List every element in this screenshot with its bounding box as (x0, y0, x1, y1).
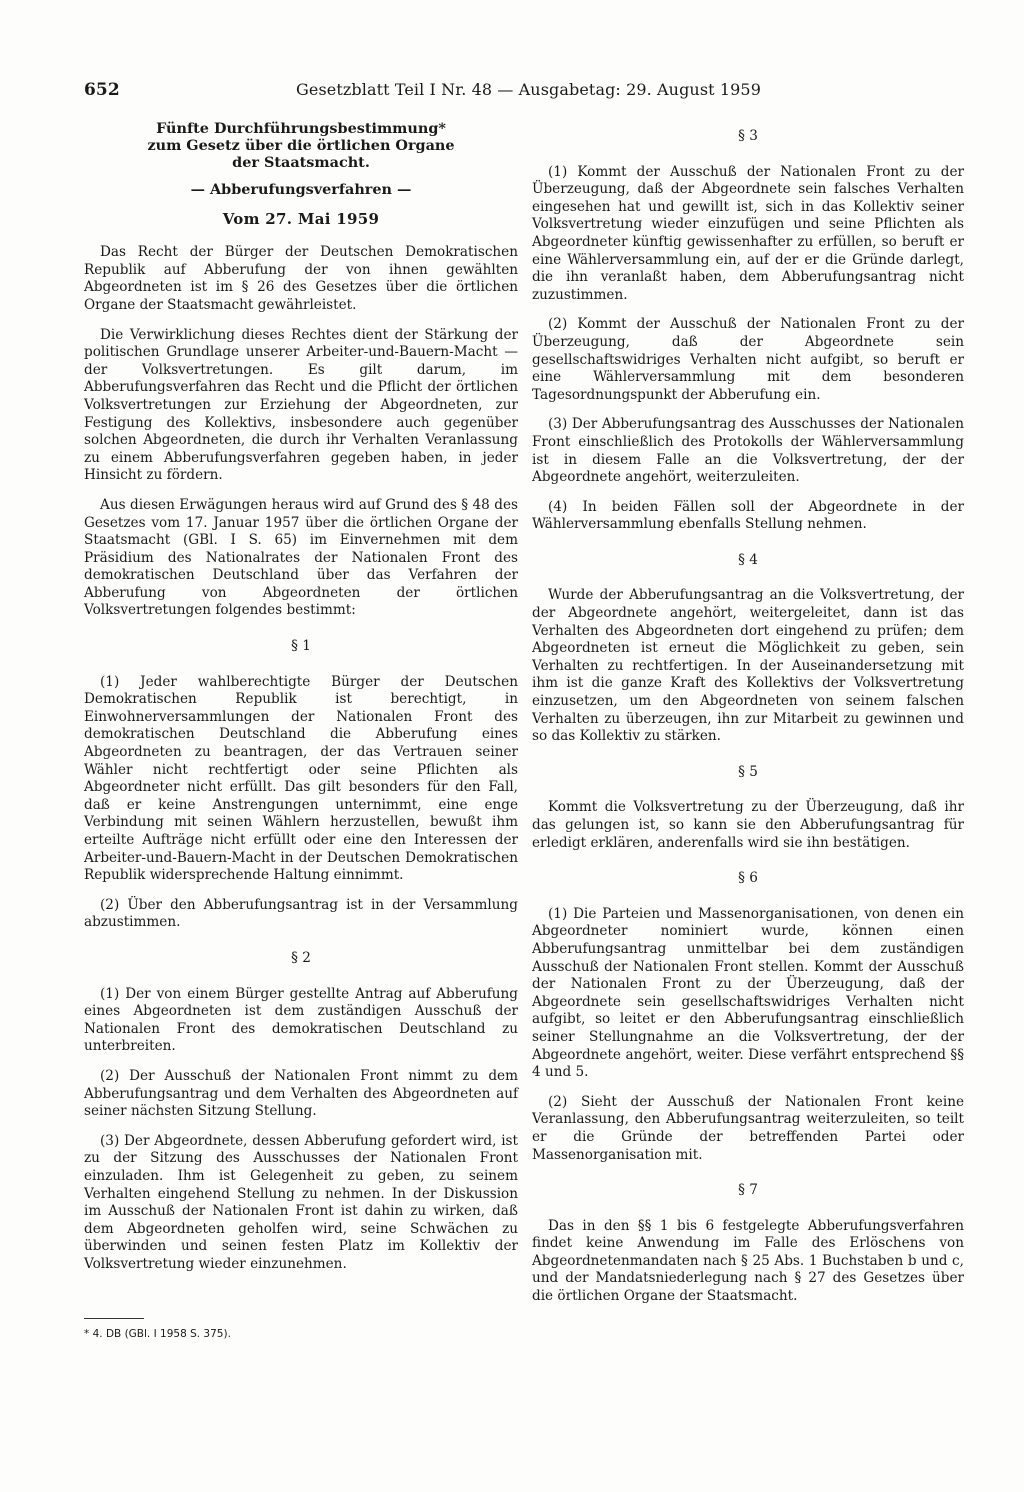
title-line: zum Gesetz über die örtlichen Organe (147, 137, 455, 154)
title-line: der Staatsmacht. (232, 154, 370, 171)
section-paragraph: (2) Über den Abberufungsantrag ist in der Versammlung abzustimmen. (84, 896, 518, 931)
section-paragraph: (1) Die Parteien und Massenorganisationen, von denen ein Abgeordneter nominiert wurde, können einen Abberufungsantrag unmittelbar bei dem zuständigen Ausschuß der Nationalen Front stellen. Kommt der Ausschuß der Nationalen Front zu der Überzeugung, daß der Abgeordnete sein gesellschaftswidriges Verhalten nicht aufgibt, so leitet er den Abberufungsantrag einschließlich seiner Stellungnahme an die Volksvertretung, der der Abgeordnete angehört, weiter. Diese verfährt entsprechend §§ 4 und 5. (532, 905, 964, 1081)
title-line: Fünfte Durchführungsbestimmung* (156, 120, 446, 137)
section-paragraph: (2) Sieht der Ausschuß der Nationalen Front keine Veranlassung, den Abberufungsantrag weiterzuleiten, so teilt er die Gründe der betreffenden Partei oder Massenorganisation mit. (532, 1093, 964, 1163)
section-paragraph: Wurde der Abberufungsantrag an die Volksvertretung, der der Abgeordnete angehört, weitergeleitet, dann ist das Verhalten des Abgeordneten dort eingehend zu prüfen; dem Abgeordneten ist erneut die Möglichkeit zu geben, sein Verhalten zu rechtfertigen. In der Auseinandersetzung mit ihm ist die ganze Kraft des Kollektivs der Volksvertretung einzusetzen, um den Abgeordneten von seinem falschen Verhalten zu überzeugen, ihn zur Mitarbeit zu gewinnen und so das Kollektiv zu stärken. (532, 587, 964, 745)
section-heading: § 6 (738, 870, 758, 887)
section-paragraph: (2) Kommt der Ausschuß der Nationalen Front zu der Überzeugung, daß der Abgeordnete sein gesellschaftswidriges Verhalten nicht aufgibt, so beruft er eine Wählerversammlung mit dem besonderen Tagesordnungspunkt der Abberufung ein. (532, 316, 964, 403)
footnote-divider (84, 1318, 144, 1319)
right-column (532, 120, 964, 1318)
document-subtitle: — Abberufungsverfahren — (190, 181, 412, 198)
section-paragraph: Das in den §§ 1 bis 6 festgelegte Abberufungsverfahren findet keine Anwendung im Falle des Erlöschens von Abgeordnetenmandaten nach § 25 Abs. 1 Buchstaben b und c, und der Mandatsniederlegung nach § 27 des Gesetzes über die örtlichen Organe der Staatsmacht. (532, 1217, 964, 1305)
section-heading: § 3 (738, 128, 758, 144)
section-paragraph: Kommt die Volksvertretung zu der Überzeugung, daß ihr das gelungen ist, so kann sie den Abberufungsantrag für erledigt erklären, anderenfalls wird sie ihn bestätigen. (532, 799, 964, 851)
document-date: Vom 27. Mai 1959 (222, 209, 380, 228)
page-number: 652 (84, 80, 120, 100)
section-paragraph: (3) Der Abberufungsantrag des Ausschusses der Nationalen Front einschließlich des Protokolls der Wählerversammlung ist in diesem Falle an die Volksvertretung, der der Abgeordnete angehört, weiterzuleiten. (532, 416, 964, 486)
section-paragraph: (3) Der Abgeordnete, dessen Abberufung gefordert wird, ist zu der Sitzung des Ausschusses der Nationalen Front einzuladen. Ihm ist Gelegenheit zu geben, zu seinem Verhalten eingehend Stellung zu nehmen. In der Diskussion im Ausschuß der Nationalen Front ist dahin zu wirken, daß dem Abgeordneten geholfen wird, seine Schwächen zu überwinden und seinen festen Platz im Kollektiv der Volksvertretung wieder einzunehmen. (84, 1132, 518, 1272)
section-paragraph: (1) Kommt der Ausschuß der Nationalen Front zu der Überzeugung, daß der Abgeordnete sein falsches Verhalten eingesehen hat und gewillt ist, sich in das Kollektiv seiner Volksvertretung wieder einzufügen und seine Pflichten als Abgeordneter künftig gewissenhafter zu erfüllen, so beruft er eine Wählerversammlung ein, auf der er die Gründe darlegt, die ihn veranlaßt haben, dem Abberufungsantrag nicht zuzustimmen. (532, 163, 964, 303)
section-paragraph: (4) In beiden Fällen soll der Abgeordnete in der Wählerversammlung ebenfalls Stellung nehmen. (532, 498, 964, 533)
section-heading: § 5 (738, 763, 758, 780)
section-paragraph: (2) Der Ausschuß der Nationalen Front nimmt zu dem Abberufungsantrag und dem Verhalten des Abgeordneten auf seiner nächsten Sitzung Stellung. (84, 1067, 518, 1120)
section-heading: § 2 (291, 949, 311, 966)
page-header (84, 80, 784, 106)
gazette-header-title: Gesetzblatt Teil I Nr. 48 — Ausgabetag: 29. August 1959 (296, 80, 761, 99)
section-heading: § 4 (738, 551, 758, 568)
preamble-paragraph: Die Verwirklichung dieses Rechtes dient der Stärkung der politischen Grundlage unserer Arbeiter-und-Bauern-Macht — der Volksvertretungen. Es gilt darum, im Abberufungsverfahren das Recht und die Pflicht der örtlichen Volksvertretungen zur Erziehung der Abgeordneten, zur Festigung des Kollektivs, insbesondere auch gegenüber solchen Abgeordneten, die durch ihr Verhalten Veranlassung zu einem Abberufungsverfahren gegeben haben, in jeder Hinsicht zu fördern. (84, 326, 518, 484)
section-heading: § 7 (738, 1182, 758, 1199)
preamble-paragraph: Aus diesen Erwägungen heraus wird auf Grund des § 48 des Gesetzes vom 17. Januar 1957 über die örtlichen Organe der Staatsmacht (GBl. I S. 65) im Einvernehmen mit dem Präsidium des Nationalrates der Nationalen Front des demokratischen Deutschland über das Verfahren der Abberufung von Abgeordneten der örtlichen Volksvertretungen folgendes bestimmt: (84, 496, 518, 619)
section-paragraph: (1) Jeder wahlberechtigte Bürger der Deutschen Demokratischen Republik ist berechtigt, in Einwohnerversammlungen der Nationalen Front des demokratischen Deutschland die Abberufung eines Abgeordneten zu beantragen, der das Vertrauen seiner Wähler nicht rechtfertigt oder seine Pflichten als Abgeordneter nicht erfüllt. Das gilt besonders für den Fall, daß er keine Anstrengungen unternimmt, eine enge Verbindung mit seinen Wählern herzustellen, bewußt ihm erteilte Aufträge nicht erfüllt oder eine den Interessen der Arbeiter-und-Bauern-Macht in der Deutschen Demokratischen Republik widersprechende Haltung einnimmt. (84, 673, 518, 884)
left-column (84, 120, 518, 1285)
footnote: * 4. DB (GBl. I 1958 S. 375). (84, 1328, 231, 1340)
preamble-paragraph: Das Recht der Bürger der Deutschen Demokratischen Republik auf Abberufung der von ihnen gewählten Abgeordneten ist im § 26 des Gesetzes über die örtlichen Organe der Staatsmacht gewährleistet. (84, 244, 518, 313)
section-heading: § 1 (291, 638, 311, 655)
section-paragraph: (1) Der von einem Bürger gestellte Antrag auf Abberufung eines Abgeordneten ist dem zuständigen Ausschuß der Nationalen Front des demokratischen Deutschland zu unterbreiten. (84, 985, 518, 1055)
document-title (84, 120, 518, 171)
